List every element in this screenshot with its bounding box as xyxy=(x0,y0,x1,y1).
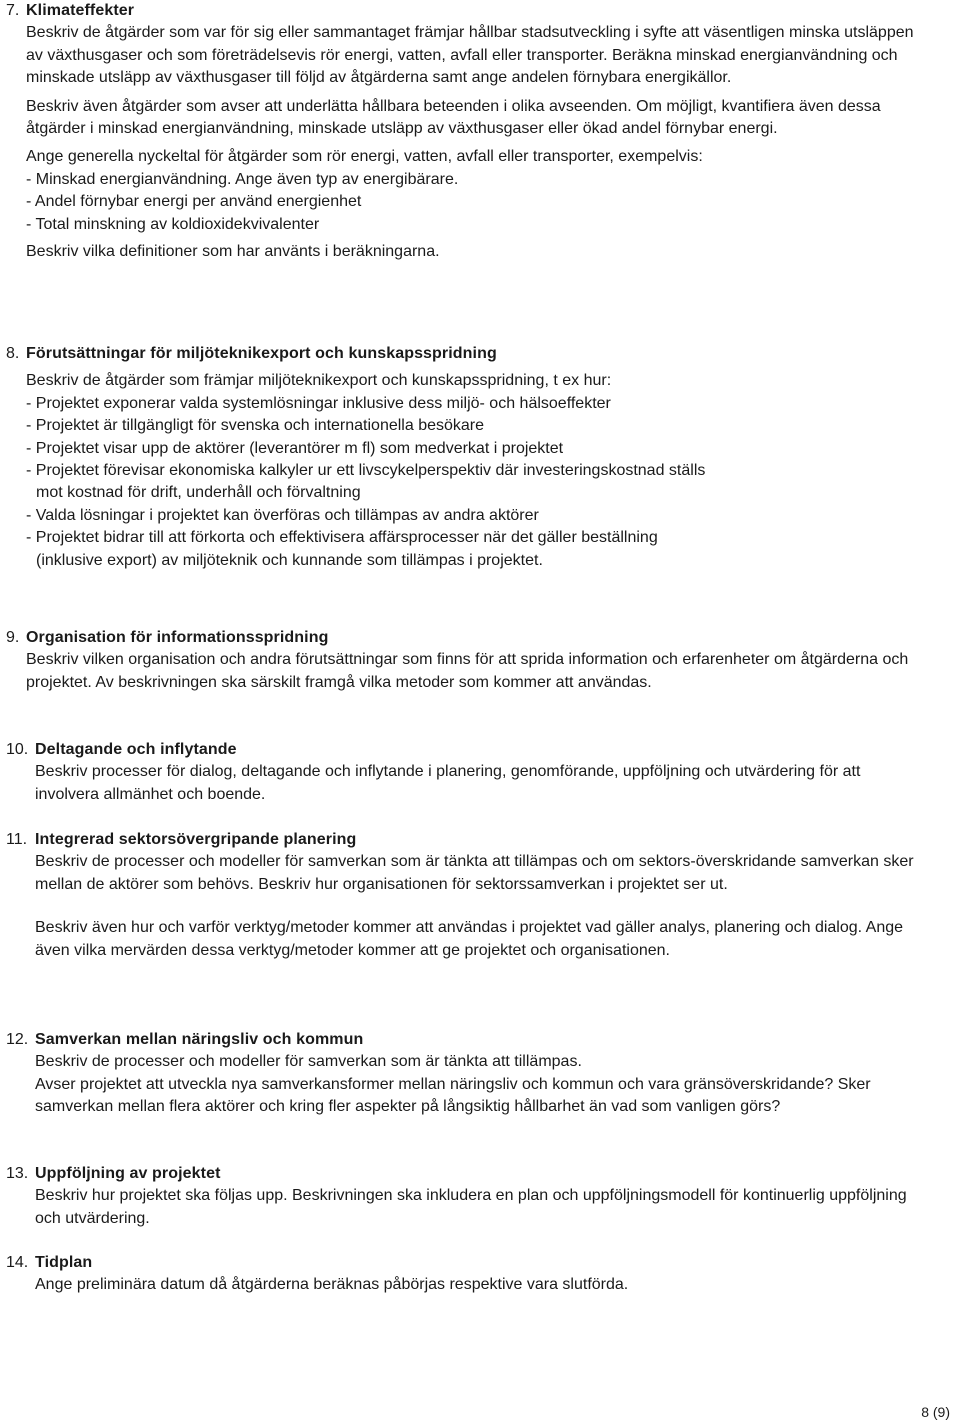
list-item-text: - Projektet är tillgängligt för svenska och internationella besökare xyxy=(26,417,485,435)
list-item-text: - Valda lösningar i projektet kan överföras och tillämpas av andra aktörer xyxy=(26,506,539,524)
paragraph: Beskriv de åtgärder som främjar miljöteknikexport och kunskapsspridning, t ex hur: xyxy=(26,372,612,390)
section-title: Tidplan xyxy=(35,1254,93,1271)
list-item-text: - Projektet visar upp de aktörer (leverantörer m fl) som medverkat i projektet xyxy=(26,439,564,457)
section-title: Klimateffekter xyxy=(26,2,135,19)
list-item: - Minskad energianvändning. Ange även typ av energibärare. xyxy=(26,170,459,188)
section-number: 11. xyxy=(6,831,28,848)
section-title: Deltagande och inflytande xyxy=(35,741,237,758)
paragraph: Avser projektet att utveckla nya samverkansformer mellan näringsliv och kommun och vara gränsöverskridande? Sker samverkan mellan flera aktörer och kring fler aspekter på långsiktig hållbarhet än vad som vanligen görs? xyxy=(35,1075,871,1116)
paragraph: Ange generella nyckeltal för åtgärder som rör energi, vatten, avfall eller transporter, exempelvis: xyxy=(26,148,703,166)
section-number: 8. xyxy=(6,345,20,362)
list-item xyxy=(26,527,926,572)
list-item-text: - Projektet förevisar ekonomiska kalkyler ur ett livscykelperspektiv där investeringskostnad ställs xyxy=(26,462,706,480)
list-item xyxy=(26,460,926,505)
section-body xyxy=(35,739,925,806)
section-number: 10. xyxy=(6,741,29,758)
section-number: 12. xyxy=(6,1031,29,1048)
paragraph: Beskriv de åtgärder som var för sig eller sammantaget främjar hållbar stadsutveckling i syfte att väsentligen minska utsläppen av växthusgaser och som företrädelsevis rör energi, vatten, avfall eller transporter. Beräkna minskad energianvändning och minskade utsläpp av växthusgaser till följd av åtgärderna samt ange andelen förnybara energikällor. xyxy=(26,24,914,87)
section-title: Integrerad sektorsövergripande planering xyxy=(35,831,357,848)
section-title: Uppföljning av projektet xyxy=(35,1165,221,1182)
section-body xyxy=(26,0,926,263)
list-item xyxy=(26,505,926,527)
section-number: 14. xyxy=(6,1254,29,1271)
list-item-text: - Projektet exponerar valda systemlösningar inklusive dess miljö- och hälsoeffekter xyxy=(26,394,611,412)
section-number: 9. xyxy=(6,629,20,646)
section-body xyxy=(35,1252,925,1297)
section-title: Förutsättningar för miljöteknikexport och kunskapsspridning xyxy=(26,345,497,362)
section-title: Samverkan mellan näringsliv och kommun xyxy=(35,1031,364,1048)
list-item xyxy=(26,438,926,460)
list-item-text: - Projektet bidrar till att förkorta och effektivisera affärsprocesser när det gäller beställning xyxy=(26,529,658,547)
section-body xyxy=(35,1163,925,1230)
paragraph: Beskriv vilka definitioner som har använts i beräkningarna. xyxy=(26,243,440,261)
list-item-continuation: (inklusive export) av miljöteknik och kunnande som tillämpas i projektet. xyxy=(36,551,543,569)
page-number: 8 (9) xyxy=(921,1404,950,1420)
list-item xyxy=(26,415,926,437)
section-body xyxy=(35,1029,925,1119)
paragraph: Beskriv även hur och varför verktyg/metoder kommer att användas i projektet vad gäller analys, planering och dialog. Ange även vilka mervärden dessa verktyg/metoder kommer att ge projektet och organisationen. xyxy=(35,919,904,959)
paragraph: Beskriv hur projektet ska följas upp. Beskrivningen ska inkludera en plan och uppföljningsmodell för kontinuerlig uppföljning och utvärdering. xyxy=(35,1187,907,1227)
section-body xyxy=(26,627,926,694)
paragraph: Beskriv vilken organisation och andra förutsättningar som finns för att sprida information och erfarenheter om åtgärderna och projektet. Av beskrivningen ska särskilt framgå vilka metoder som kommer att användas. xyxy=(26,651,909,691)
paragraph: Beskriv även åtgärder som avser att underlätta hållbara beteenden i olika avseenden. Om möjligt, kvantifiera även dessa åtgärder i minskad energianvändning, minskade utsläpp av växthusgaser eller ökad andel förnybar energi. xyxy=(26,97,881,138)
section-number: 7. xyxy=(6,2,20,19)
section-number: 13. xyxy=(6,1165,29,1182)
paragraph: Ange preliminära datum då åtgärderna beräknas påbörjas respektive vara slutförda. xyxy=(35,1276,629,1294)
paragraph: Beskriv de processer och modeller för samverkan som är tänkta att tillämpas. xyxy=(35,1053,582,1071)
section-title: Organisation för informationsspridning xyxy=(26,629,329,646)
list-item-continuation: mot kostnad för drift, underhåll och förvaltning xyxy=(36,484,361,502)
section-body xyxy=(35,829,925,962)
list-item xyxy=(26,393,926,415)
section-body xyxy=(26,343,926,572)
paragraph: Beskriv processer för dialog, deltagande och inflytande i planering, genomförande, uppföljning och utvärdering för att involvera allmänhet och boende. xyxy=(35,763,861,803)
list-item: - Total minskning av koldioxidekvivalenter xyxy=(26,215,320,233)
paragraph: Beskriv de processer och modeller för samverkan som är tänkta att tillämpas och om sektors-överskridande samverkan sker mellan de aktörer som behövs. Beskriv hur organisationen för sektorssamverkan i projektet ser ut. xyxy=(35,853,914,893)
list-item: - Andel förnybar energi per använd energienhet xyxy=(26,193,362,211)
